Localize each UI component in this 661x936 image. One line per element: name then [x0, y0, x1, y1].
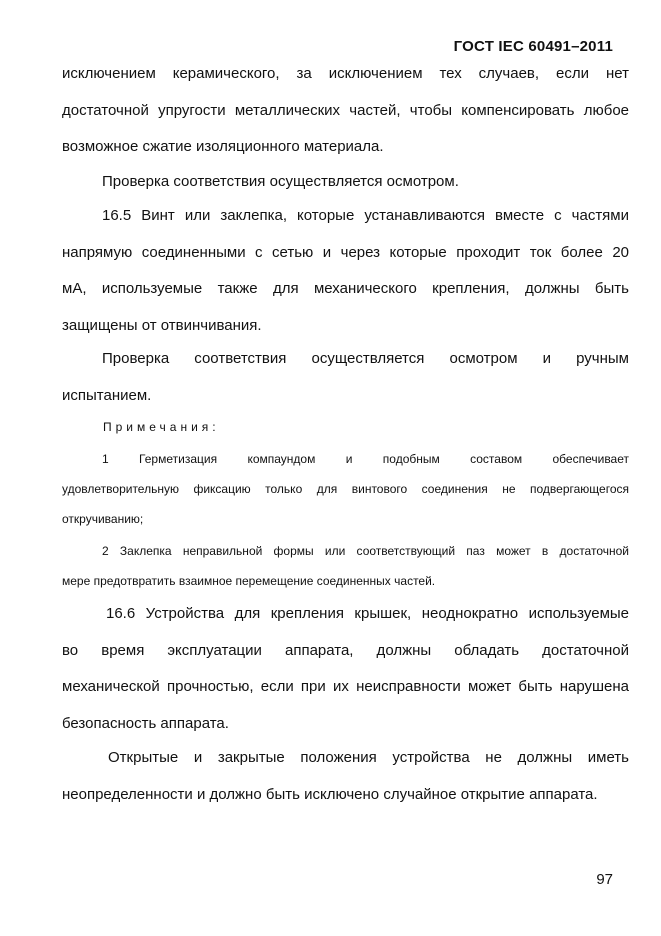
- text-line: Открытые и закрытые положения устройства не должны иметь: [108, 749, 629, 766]
- paragraph-continuation: [62, 56, 629, 166]
- text-line: испытанием.: [62, 386, 152, 404]
- text-line: защищены от отвинчивания.: [62, 316, 262, 334]
- document-header: ГОСТ IEC 60491–2011: [453, 38, 613, 55]
- text-line: 16.5 Винт или заклепка, которые устанавливаются вместе с частями: [102, 207, 629, 224]
- text-line: 2 Заклепка неправильной формы или соответствующий паз может в достаточной: [102, 544, 629, 558]
- paragraph-16-5: [62, 198, 629, 344]
- text-line: возможное сжатие изоляционного материала.: [62, 138, 384, 155]
- text-line: неопределенности и должно быть исключено случайное открытие аппарата.: [62, 785, 598, 803]
- note-1: [62, 444, 629, 534]
- text-line: мере предотвратить взаимное перемещение соединенных частей.: [62, 574, 436, 588]
- paragraph-16-6: [62, 596, 629, 742]
- text-line: механической прочностью, если при их неисправности может быть нарушена: [62, 678, 629, 695]
- text-line: 16.6 Устройства для крепления крышек, неоднократно используемые: [106, 605, 629, 622]
- page-number: 97: [596, 871, 613, 888]
- text-line: Проверка соответствия осуществляется осмотром и ручным: [102, 350, 629, 367]
- text-line: безопасность аппарата.: [62, 714, 229, 732]
- paragraph-open-closed: [62, 740, 629, 813]
- notes-title: Примечания:: [103, 420, 220, 434]
- text-line: мА, используемые также для механического крепления, должны быть: [62, 280, 629, 297]
- paragraph-check-manual: [62, 341, 629, 414]
- text-line: 1 Герметизация компаундом и подобным составом обеспечивает: [102, 452, 629, 466]
- text-line: во время эксплуатации аппарата, должны обладать достаточной: [62, 641, 629, 659]
- text-line: напрямую соединенными с сетью и через которые проходит ток более 20: [62, 243, 629, 261]
- paragraph-check-inspection: [62, 164, 629, 201]
- text-line: достаточной упругости металлических частей, чтобы компенсировать любое: [62, 101, 629, 119]
- text-line: откручиванию;: [62, 512, 144, 526]
- note-2: [62, 536, 629, 596]
- text-line: Проверка соответствия осуществляется осмотром.: [102, 173, 459, 190]
- text-line: исключением керамического, за исключением тех случаев, если нет: [62, 65, 629, 82]
- text-line: удовлетворительную фиксацию только для винтового соединения не подвергающегося: [62, 482, 629, 496]
